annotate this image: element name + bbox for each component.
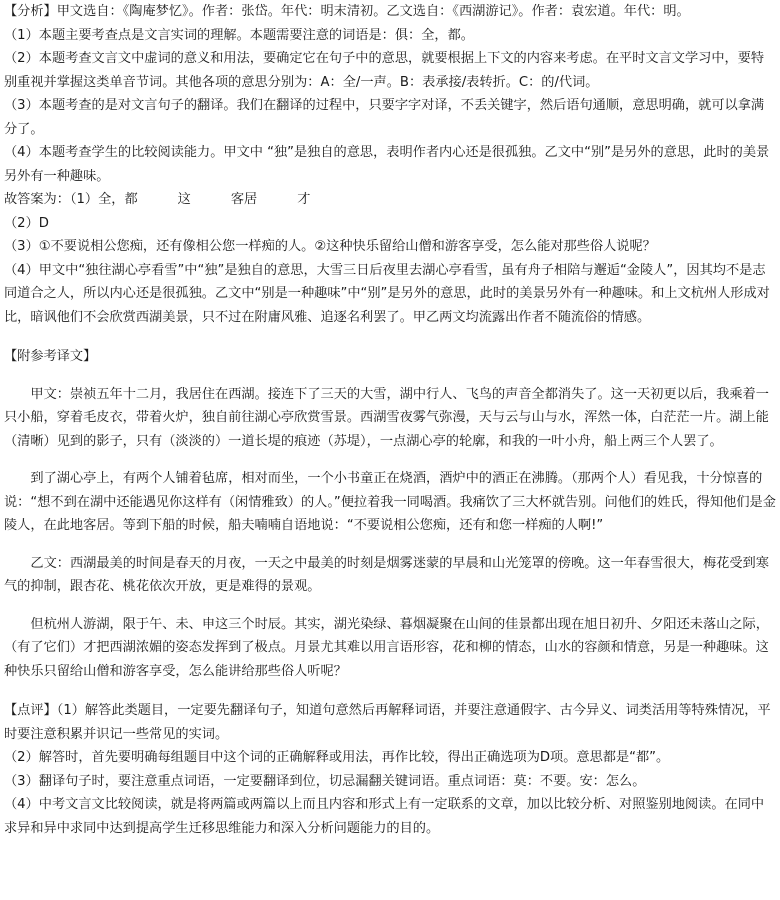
comment-point-1: 【点评】（1）解答此类题目，一定要先翻译句子，知道句意然后再解释词语，并要注意通假字、古今异义、词类活用等特殊情况，平时要注意积累并识记一些常见的实词。	[4, 703, 771, 742]
translation-para-3: 乙文：西湖最美的时间是春天的月夜，一天之中最美的时刻是烟雾迷蒙的早晨和山光笼罩的傍晚。这一年春雪很大，梅花受到寒气的抑制，跟杏花、桃花依次开放，更是难得的景观。	[4, 555, 769, 594]
comment-point-3: （3）翻译句子时，要注意重点词语，一定要翻译到位，切忌漏翻关键词语。重点词语：莫：不要。安：怎么。	[4, 773, 646, 789]
answer-3: （3）①不要说相公您痴，还有像相公您一样痴的人。②这种快乐留给山僧和游客享受，怎么能对那些俗人说呢？	[4, 239, 656, 254]
analysis-point-2: （2）本题考查文言文中虚词的意义和用法，要确定它在句子中的意思，就要根据上下文的内容来考虑。在平时文言文学习中，要特别重视并掌握这类单音节词。其他各项的意思分别为：A：全/一声。B：表承接/表转折。C：的/代词。	[4, 51, 765, 90]
analysis-point-4: （4）本题考查学生的比较阅读能力。甲文中 “独”是独自的意思，表明作者内心还是很孤独。乙文中“别”是另外的意思，此时的美景另外有一种趣味。	[4, 145, 770, 184]
translation-para-1: 甲文：崇祯五年十二月，我居住在西湖。接连下了三天的大雪，湖中行人、飞鸟的声音全都消失了。这一天初更以后，我乘着一只小船，穿着毛皮衣，带着火炉，独自前往湖心亭欣赏雪景。西湖雪夜雾气弥漫，天与云与山与水，浑然一体，白茫茫一片。湖上能（清晰）见到的影子，只有（淡淡的）一道长堤的痕迹（苏堤），一点湖心亭的轮廓，和我的一叶小舟，船上两三个人罢了。	[4, 386, 769, 449]
analysis-header: 【分析】甲文选自：《陶庵梦忆》。作者：张岱。年代：明末清初。乙文选自：《西湖游记》。作者：袁宏道。年代：明。	[4, 4, 690, 19]
comment-point-2: （2）解答时，首先要明确每组题目中这个词的正确解释或用法，再作比较，得出正确选项为D项。意思都是“都”。	[4, 750, 670, 765]
comment-section	[4, 699, 776, 840]
analysis-point-3: （3）本题考查的是对文言句子的翻译。我们在翻译的过程中，只要字字对译，不丢关键字，然后语句通顺，意思明确，就可以拿满分了。	[4, 98, 765, 137]
answer-word-4: 才	[297, 192, 311, 207]
answer-1	[4, 188, 776, 212]
answer-word-2: 这	[177, 192, 191, 207]
answer-word-3: 客居	[230, 192, 258, 207]
answer-label: 故答案为：（1）全，都	[4, 192, 138, 207]
answer-2: （2）D	[4, 215, 49, 231]
analysis-point-1: （1）本题主要考查点是文言实词的理解。本题需要注意的词语是：俱：全，都。	[4, 27, 474, 43]
translation-para-4: 但杭州人游湖，限于午、未、申这三个时辰。其实，湖光染绿、暮烟凝聚在山间的佳景都出现在旭日初升、夕阳还未落山之际，（有了它们）才把西湖浓媚的姿态发挥到了极点。月景尤其难以用言语形容，花和柳的情态，山水的容颜和情意，另是一种趣味。这种快乐只留给山僧和游客享受，怎么能讲给那些俗人听呢？	[4, 616, 769, 679]
answer-4: （4）甲文中“独往湖心亭看雪”中“独”是独自的意思，大雪三日后夜里去湖心亭看雪，虽有舟子相陪与邂逅“金陵人”，因其均不是志同道合之人，所以内心还是很孤独。乙文中“别是一种趣味”中“别”是另外的意思，此时的美景另外有一种趣味。和上文杭州人形成对比，暗讽他们不会欣赏西湖美景，只不过在附庸风雅、追逐名利罢了。甲乙两文均流露出作者不随流俗的情感。	[4, 262, 770, 325]
translation-para-2: 到了湖心亭上，有两个人铺着毡席，相对而坐，一个小书童正在烧酒，酒炉中的酒正在沸腾。（那两个人）看见我，十分惊喜的说：“想不到在湖中还能遇见你这样有（闲情雅致）的人。”便拉着我一同喝酒。我痛饮了三大杯就告别。问他们的姓氏，得知他们是金陵人，在此地客居。等到下船的时候，船夫喃喃自语地说：“不要说相公您痴，还有和您一样痴的人啊!”	[4, 471, 776, 533]
comment-point-4: （4）中考文言文比较阅读，就是将两篇或两篇以上而且内容和形式上有一定联系的文章，加以比较分析、对照鉴别地阅读。在同中求异和异中求同中达到提高学生迁移思维能力和深入分析问题能力的目的。	[4, 797, 765, 836]
analysis-section	[4, 0, 776, 329]
translation-header: 【附参考译文】	[4, 349, 97, 364]
translation-section	[4, 345, 776, 683]
